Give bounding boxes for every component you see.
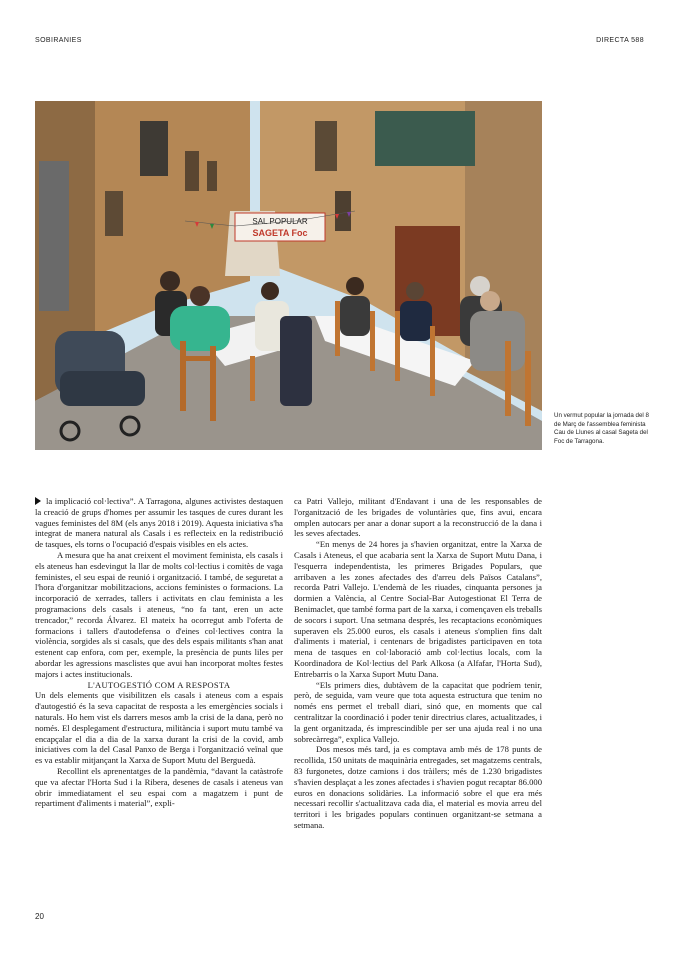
photo-caption: Un vermut popular la jornada del 8 de Març de l'assemblea feminista Cau de Llunes al casal Sageta del Foc de Tarragona. [554, 412, 649, 445]
paragraph: Un dels elements que visibilitzen els casals i ateneus com a espais d'autogestió és la seva capacitat de resposta a les emergències socials i naturals. Ho hem vist els darrers mesos amb la crisi de la dana, però no només. El desplegament d'estructura, militància i suport mutu també va encapçalar el dia a dia de la xarxa durant la crisi de la covid, amb iniciatives com la del Casal Panxo de Berga i l'organització veïnal que es va establir mitjançant la Xarxa de Suport Mutu del Berguedà. [35, 690, 283, 766]
paragraph: “En menys de 24 hores ja s'havien organitzat, entre la Xarxa de Casals i Ateneus, el que acabaria sent la Xarxa de Suport Mutu Dana, i l'esquerra independentista, les primeres Brigades Populars, que arribaven a les zones afectades des d'arreu dels Països Catalans”, recorda Patri Vallejo. L'endemà de les riuades, cinquanta persones ja dormien a València, al Centre Social-Bar Autogestionat El Terra de Benimaclet, que també forma part de la xarxa, i començaven els treballs de socors i suport. Una setmana després, les recaptacions econòmiques superaven els 25.000 euros, els casals i ateneus s'omplien fins dalt d'aliments i material, i centenars de brigadistes participaven en tota mena de tasques en col·laboració amb col·lectius locals, com la Koordinadora de Kol·lectius del Park Alkosa (a Alfafar, l'Horta Sud), Entrebarris o la Xarxa Suport Mutu Dana. [294, 539, 542, 679]
article-column-2 [294, 496, 542, 831]
person-green-coat [170, 306, 230, 351]
paragraph: Recollint els aprenentatges de la pandèmia, “davant la catàstrofe que va afectar l'Horta Sud i la Ribera, desenes de casals i ateneus van obrir immediatament el seu espai com a magatzem i punt de repartiment d'aliments i material”, expli- [35, 765, 283, 809]
magazine-issue: DIRECTA 588 [596, 37, 644, 44]
street-vermouth-photo [35, 101, 542, 450]
paragraph: A mesura que ha anat creixent el moviment feminista, els casals i els ateneus han esdevingut la llar de molts col·lectius i comitès de vaga feministes, el seu espai de reunió i organització. I també, de seguretat a l'hora d'organitzar mobilitzacions, accions feministes o formacions. La incorporació de xerrades, tallers i activitats en clau feminista a les programacions dels casals i ateneus, “no fa tant, eren un acte trencador,” recorda Álvarez. El mateix ha ocorregut amb l'oferta de formacions i tallers d'autodefensa o d'eines col·lectives contra la violència, sorgides als si casals, que des dels espais militants s'han anat estenent cap enfora, com per, exemple, la presència de punts liles per abordar les agressions masclistes que avui han incorporat moltes festes majors i actes institucionals. [35, 549, 283, 679]
page-number: 20 [35, 912, 44, 921]
banner-text-1: SAL POPULAR [252, 217, 308, 226]
person [160, 271, 180, 291]
paragraph: ca Patri Vallejo, militant d'Endavant i una de les responsables de l'organització de les brigades de voluntàries que, fins avui, encara omplen autocars per anar a donar suport a la reconstrucció de la dana i les seves afectades. [294, 496, 542, 539]
wooden-chair [180, 341, 186, 411]
section-label: SOBIRANIES [35, 37, 82, 44]
continue-arrow-icon [35, 497, 41, 505]
paragraph: “Els primers dies, dubtàvem de la capacitat que podríem tenir, però, de seguida, vam veure que tota aquesta estructura que tenim no només ens permet el treball diari, sinó que, en moments que cal centralitzar la coordinació i poder tenir directrius clares, actualitzades, i la gent organitzada, és imprescindible per ser una ajuda real i no una sobrecàrrega”, explica Vallejo. [294, 679, 542, 744]
paragraph: Dos mesos més tard, ja es comptava amb més de 178 punts de recollida, 150 unitats de maquinària entregades, set magatzems centrals, 83 furgonetes, dotze camions i dos tràilers; més de 1.230 brigadistes s'havien desplaçat a les zones afectades i s'havien pogut recaptar 86.000 euros en donacions solidàries. La informació sobre el que era més necessari recollir s'actualitzava cada dia, el material es movia arreu del territori i les brigades populars continuen organitzant-se setmana a setmana. [294, 744, 542, 830]
paragraph: la implicació col·lectiva”. A Tarragona, algunes activistes destaquen la creació de grups d'homes per assumir les tasques de cures durant les vagues feministes del 8M (els anys 2018 i 2019). Aquesta iniciativa s'ha integrat de manera natural als Casals i es reflecteix en la redistribució de tasques, els torns o l'ocupació d'espais visibles en els actes. [35, 496, 283, 550]
left-shutter [39, 161, 69, 311]
green-balcony [375, 111, 475, 166]
subheading: L'AUTOGESTIÓ COM A RESPOSTA [87, 679, 231, 690]
banner-text-2: SAGETA Foc [252, 228, 308, 238]
article-column-1 [35, 496, 283, 809]
